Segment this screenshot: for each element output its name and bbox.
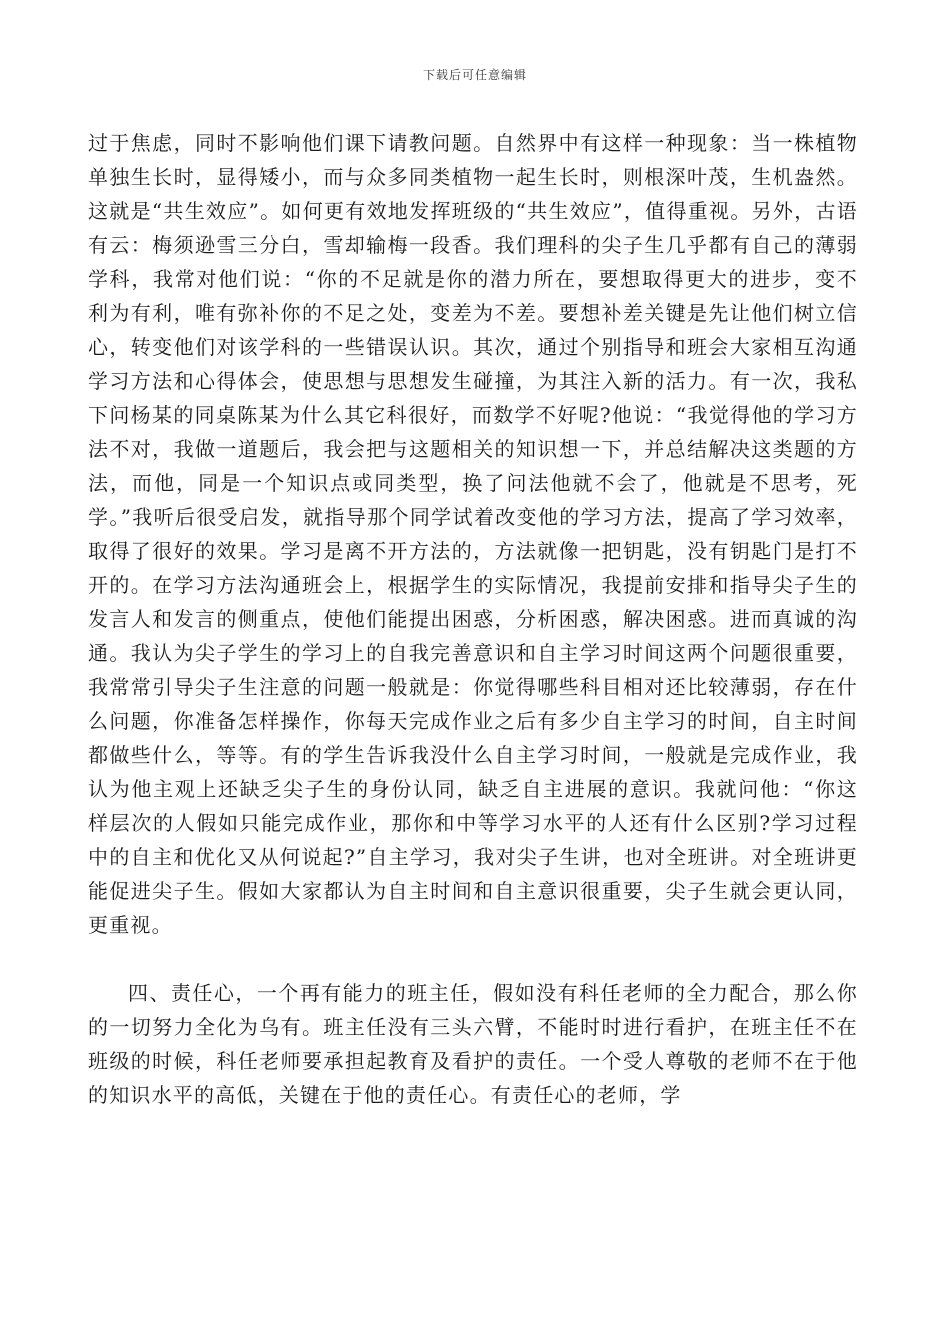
paragraph-continued: 过于焦虑，同时不影响他们课下请教问题。自然界中有这样一种现象：当一株植物单独生长时，显得矮小，而与众多同类植物一起生长时，则根深叶茂，生机盎然。这就是“共生效应”。如何更有效地发挥班级的“共生效应”，值得重视。另外，古语有云：梅须逊雪三分白，雪却输梅一段香。我们理科的尖子生几乎都有自己的薄弱学科，我常对他们说：“你的不足就是你的潜力所在，要想取得更大的进步，变不利为有利，唯有弥补你的不足之处，变差为不差。要想补差关键是先让他们树立信心，转变他们对该学科的一些错误认识。其次，通过个别指导和班会大家相互沟通学习方法和心得体会，使思想与思想发生碰撞，为其注入新的活力。有一次，我私下问杨某的同桌陈某为什么其它科很好，而数学不好呢?他说：“我觉得他的学习方法不对，我做一道题后，我会把与这题相关的知识想一下，并总结解决这类题的方法，而他，同是一个知识点或同类型，换了问法他就不会了，他就是不思考，死学。”我听后很受启发，就指导那个同学试着改变他的学习方法，提高了学习效率，取得了很好的效果。学习是离不开方法的，方法就像一把钥匙，没有钥匙门是打不开的。在学习方法沟通班会上，根据学生的实际情况，我提前安排和指导尖子生的发言人和发言的侧重点，使他们能提出困惑，分析困惑，解决困惑。进而真诚的沟通。我认为尖子学生的学习上的自我完善意识和自主学习时间这两个问题很重要，我常常引导尖子生注意的问题一般就是：你觉得哪些科目相对还比较薄弱，存在什么问题，你准备怎样操作，你每天完成作业之后有多少自主学习的时间，自主时间都做些什么，等等。有的学生告诉我没什么自主学习时间，一般就是完成作业，我认为他主观上还缺乏尖子生的身份认同，缺乏自主进展的意识。我就问他：“你这样层次的人假如只能完成作业，那你和中等学习水平的人还有什么区别?学习过程中的自主和优化又从何说起?”自主学习，我对尖子生讲，也对全班讲。对全班讲更能促进尖子生。假如大家都认为自主时间和自主意识很重要，尖子生就会更认同，更重视。 — [88, 131, 858, 937]
paragraph-section-four: 四、责任心，一个再有能力的班主任，假如没有科任老师的全力配合，那么你的一切努力全化为乌有。班主任没有三头六臂，不能时时进行看护，在班主任不在班级的时候，科任老师要承担起教育及看护的责任。一个受人尊敬的老师不在于他的知识水平的高低，关键在于他的责任心。有责任心的老师，学 — [88, 981, 858, 1107]
document-body — [88, 126, 858, 1112]
page-header-note: 下载后可任意编辑 — [422, 68, 527, 82]
